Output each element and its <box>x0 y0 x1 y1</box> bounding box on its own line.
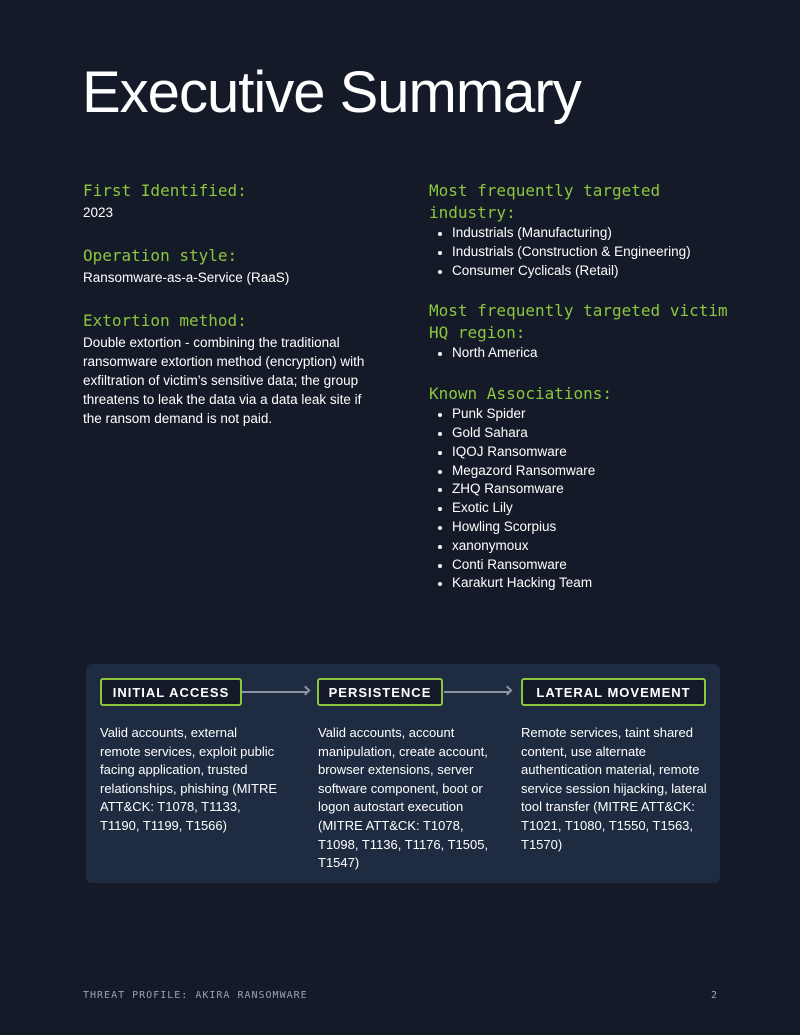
arrow-right-icon <box>444 691 510 693</box>
list-item: North America <box>452 344 729 363</box>
initial-access-box: INITIAL ACCESS <box>100 678 242 706</box>
list-item: ZHQ Ransomware <box>452 480 729 499</box>
list-item: Conti Ransomware <box>452 556 729 575</box>
page-title: Executive Summary <box>82 60 581 125</box>
first-identified-value: 2023 <box>83 205 114 220</box>
attack-phases-panel <box>86 664 720 883</box>
list-item: xanonymoux <box>452 537 729 556</box>
footer-report-title: THREAT PROFILE: AKIRA RANSOMWARE <box>83 990 308 1001</box>
targeted-region-list <box>429 344 729 363</box>
summary-right-column <box>429 180 729 613</box>
summary-left-column <box>83 180 373 451</box>
list-item: Punk Spider <box>452 405 729 424</box>
list-item: Megazord Ransomware <box>452 462 729 481</box>
persistence-description: Valid accounts, account manipulation, create account, browser extensions, server software component, boot or logon autostart execution (MITRE ATT&CK: T1078, T1098, T1136, T1176, T1505, T1547) <box>318 725 489 871</box>
persistence-box: PERSISTENCE <box>317 678 443 706</box>
list-item: Howling Scorpius <box>452 518 729 537</box>
first-identified-section <box>83 180 373 222</box>
list-item: IQOJ Ransomware <box>452 443 729 462</box>
targeted-region-heading: Most frequently targeted victim HQ region: <box>429 301 728 343</box>
operation-style-section <box>83 245 373 287</box>
lateral-movement-box: LATERAL MOVEMENT <box>521 678 706 706</box>
lateral-movement-description: Remote services, taint shared content, use alternate authentication material, remote service session hijacking, lateral tool transfer (MITRE ATT&CK: T1021, T1080, T1550, T1563, T1570) <box>521 725 707 852</box>
targeted-industry-heading: Most frequently targeted industry: <box>429 181 661 222</box>
first-identified-heading: First Identified: <box>83 181 247 200</box>
extortion-method-heading: Extortion method: <box>83 311 247 330</box>
list-item: Consumer Cyclicals (Retail) <box>452 262 729 281</box>
list-item: Exotic Lily <box>452 499 729 518</box>
list-item: Industrials (Manufacturing) <box>452 224 729 243</box>
list-item: Karakurt Hacking Team <box>452 574 729 593</box>
list-item: Gold Sahara <box>452 424 729 443</box>
targeted-industry-section <box>429 180 729 280</box>
extortion-method-section <box>83 310 373 428</box>
known-associations-heading: Known Associations: <box>429 384 613 404</box>
page-number: 2 <box>710 990 717 1001</box>
known-associations-section <box>429 383 729 593</box>
arrow-right-icon <box>242 691 308 693</box>
known-associations-list <box>429 405 729 593</box>
operation-style-heading: Operation style: <box>83 246 238 265</box>
initial-access-description: Valid accounts, external remote services, exploit public facing application, trusted relationships, phishing (MITRE ATT&CK: T1078, T1133, T1190, T1199, T1566) <box>100 725 278 833</box>
targeted-industry-list <box>429 224 729 280</box>
list-item: Industrials (Construction & Engineering) <box>452 243 729 262</box>
operation-style-value: Ransomware-as-a-Service (RaaS) <box>83 270 290 285</box>
extortion-method-value: Double extortion - combining the traditional ransomware extortion method (encryption) with exfiltration of victim’s sensitive data; the group threatens to leak the data via a data leak site if the ransom demand is not paid. <box>83 335 365 426</box>
targeted-region-section <box>429 300 729 363</box>
